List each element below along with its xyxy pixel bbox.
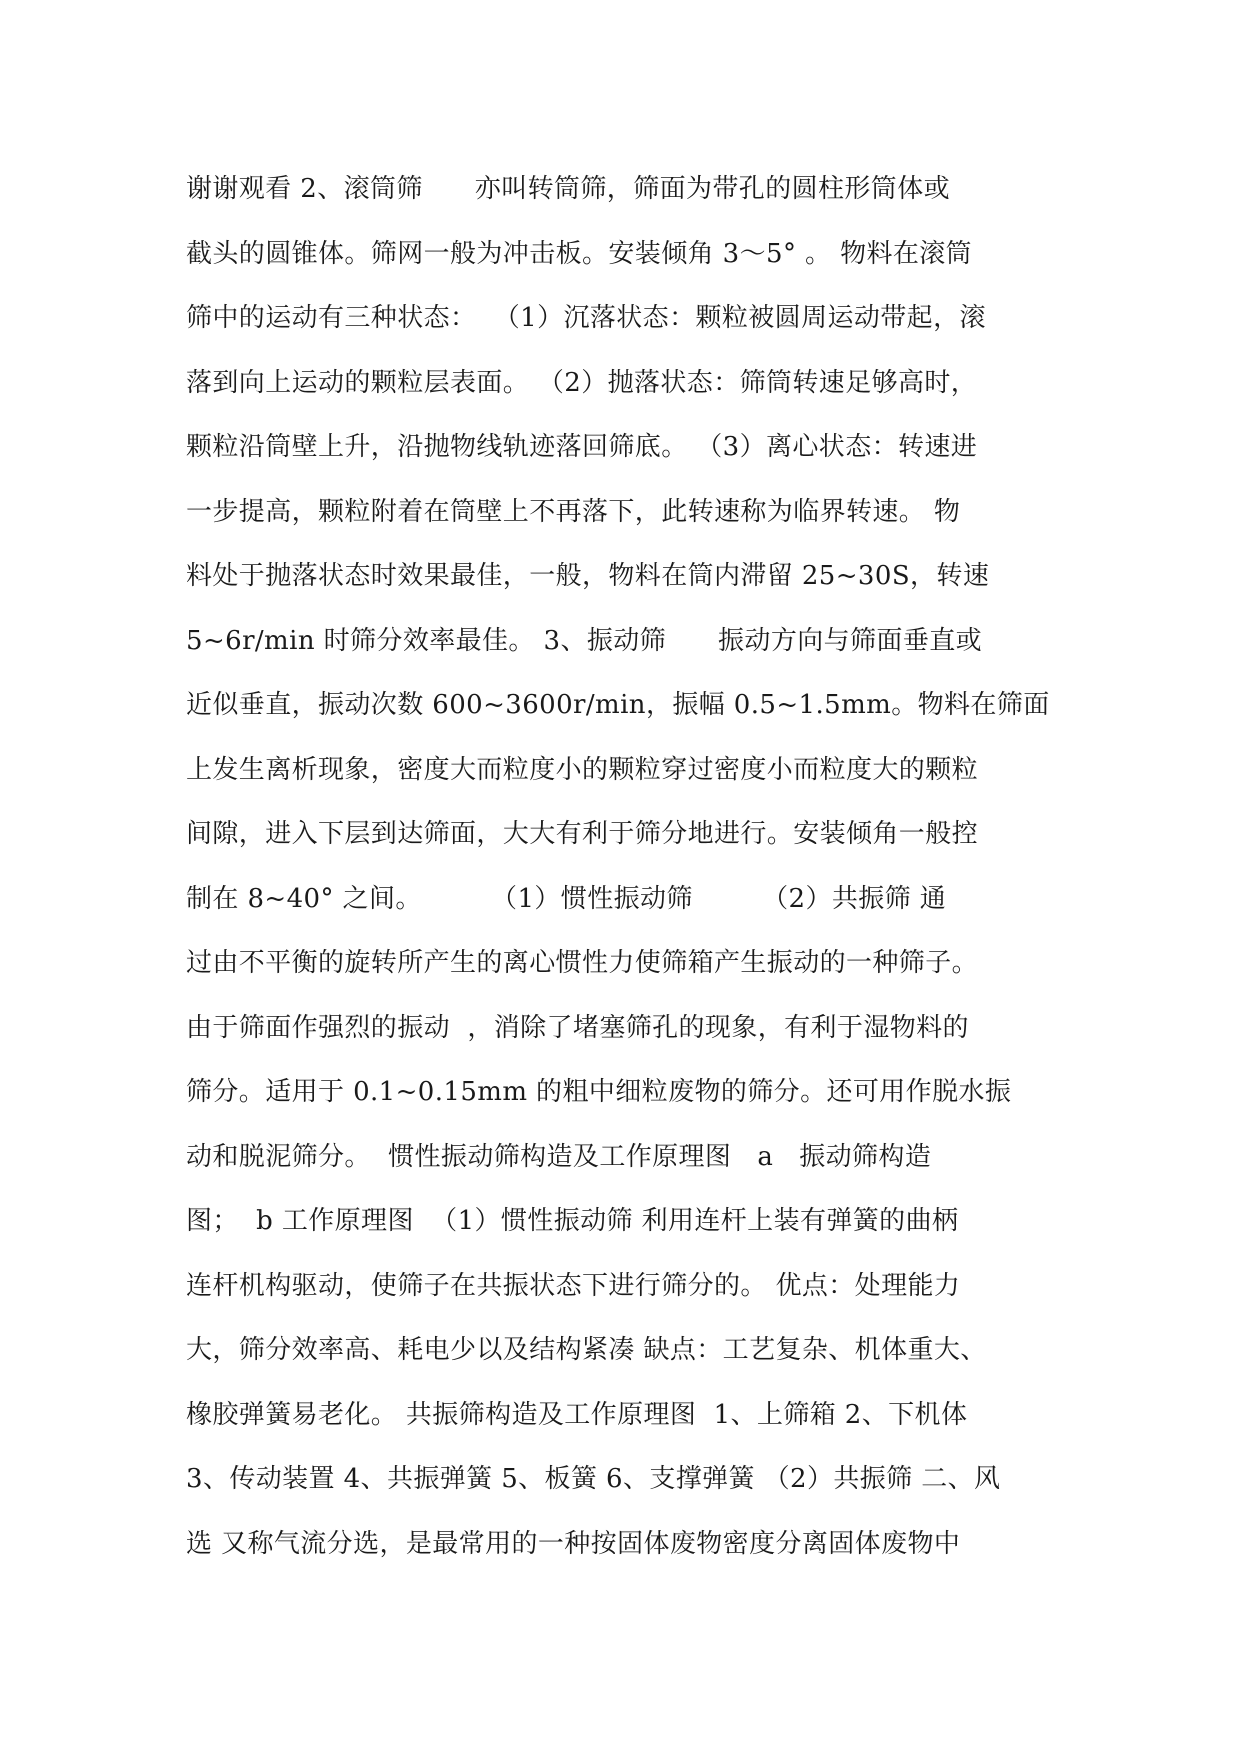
text-line: 落到向上运动的颗粒层表面。 （2）抛落状态：筛筒转速足够高时， [186, 367, 978, 398]
text-line: 连杆机构驱动，使筛子在共振状态下进行筛分的。 优点：处理能力 [186, 1270, 961, 1301]
text-line: 料处于抛落状态时效果最佳，一般，物料在筒内滞留 25~30S，转速 [186, 561, 990, 591]
text-line: 选 又称气流分选，是最常用的一种按固体废物密度分离固体废物中 [186, 1528, 961, 1559]
text-line: 制在 8~40° 之间。 （1）惯性振动筛 （2）共振筛 通 [186, 883, 947, 914]
text-line: 5~6r/min 时筛分效率最佳。 3、振动筛 振动方向与筛面垂直或 [186, 625, 983, 656]
text-line: 橡胶弹簧易老化。 共振筛构造及工作原理图 1、上筛箱 2、下机体 [186, 1399, 968, 1430]
text-line: 颗粒沿筒壁上升，沿抛物线轨迹落回筛底。 （3）离心状态：转速进 [186, 432, 978, 462]
text-line: 近似垂直，振动次数 600~3600r/min，振幅 0.5~1.5mm。物料在筛面 [186, 690, 1050, 720]
text-line: 筛中的运动有三种状态： （1）沉落状态：颗粒被圆周运动带起，滚 [186, 303, 986, 333]
text-line: 一步提高，颗粒附着在筒壁上不再落下，此转速称为临界转速。 物 [186, 496, 961, 527]
text-line: 间隙，进入下层到达筛面，大大有利于筛分地进行。安装倾角一般控 [186, 819, 979, 849]
text-line: 由于筛面作强烈的振动 ，消除了堵塞筛孔的现象，有利于湿物料的 [186, 1012, 969, 1043]
text-line: 动和脱泥筛分。 惯性振动筛构造及工作原理图 a 振动筛构造 [186, 1141, 932, 1172]
text-line: 过由不平衡的旋转所产生的离心惯性力使筛箱产生振动的一种筛子。 [186, 948, 979, 978]
text-line: 上发生离析现象，密度大而粒度小的颗粒穿过密度小而粒度大的颗粒 [186, 754, 979, 785]
text-line: 截头的圆锥体。筛网一般为冲击板。安装倾角 3～5° 。 物料在滚筒 [186, 238, 973, 269]
body-text [186, 157, 1066, 1576]
text-line: 筛分。适用于 0.1~0.15mm 的粗中细粒废物的筛分。还可用作脱水振 [186, 1077, 1012, 1107]
text-line: 谢谢观看 2、滚筒筛 亦叫转筒筛，筛面为带孔的圆柱形筒体或 [186, 174, 950, 204]
text-line: 图； b 工作原理图 （1）惯性振动筛 利用连杆上装有弹簧的曲柄 [186, 1206, 959, 1236]
text-line: 3、传动装置 4、共振弹簧 5、板簧 6、支撑弹簧 （2）共振筛 二、风 [186, 1464, 1001, 1494]
text-line: 大，筛分效率高、耗电少以及结构紧凑 缺点：工艺复杂、机体重大、 [186, 1335, 987, 1365]
